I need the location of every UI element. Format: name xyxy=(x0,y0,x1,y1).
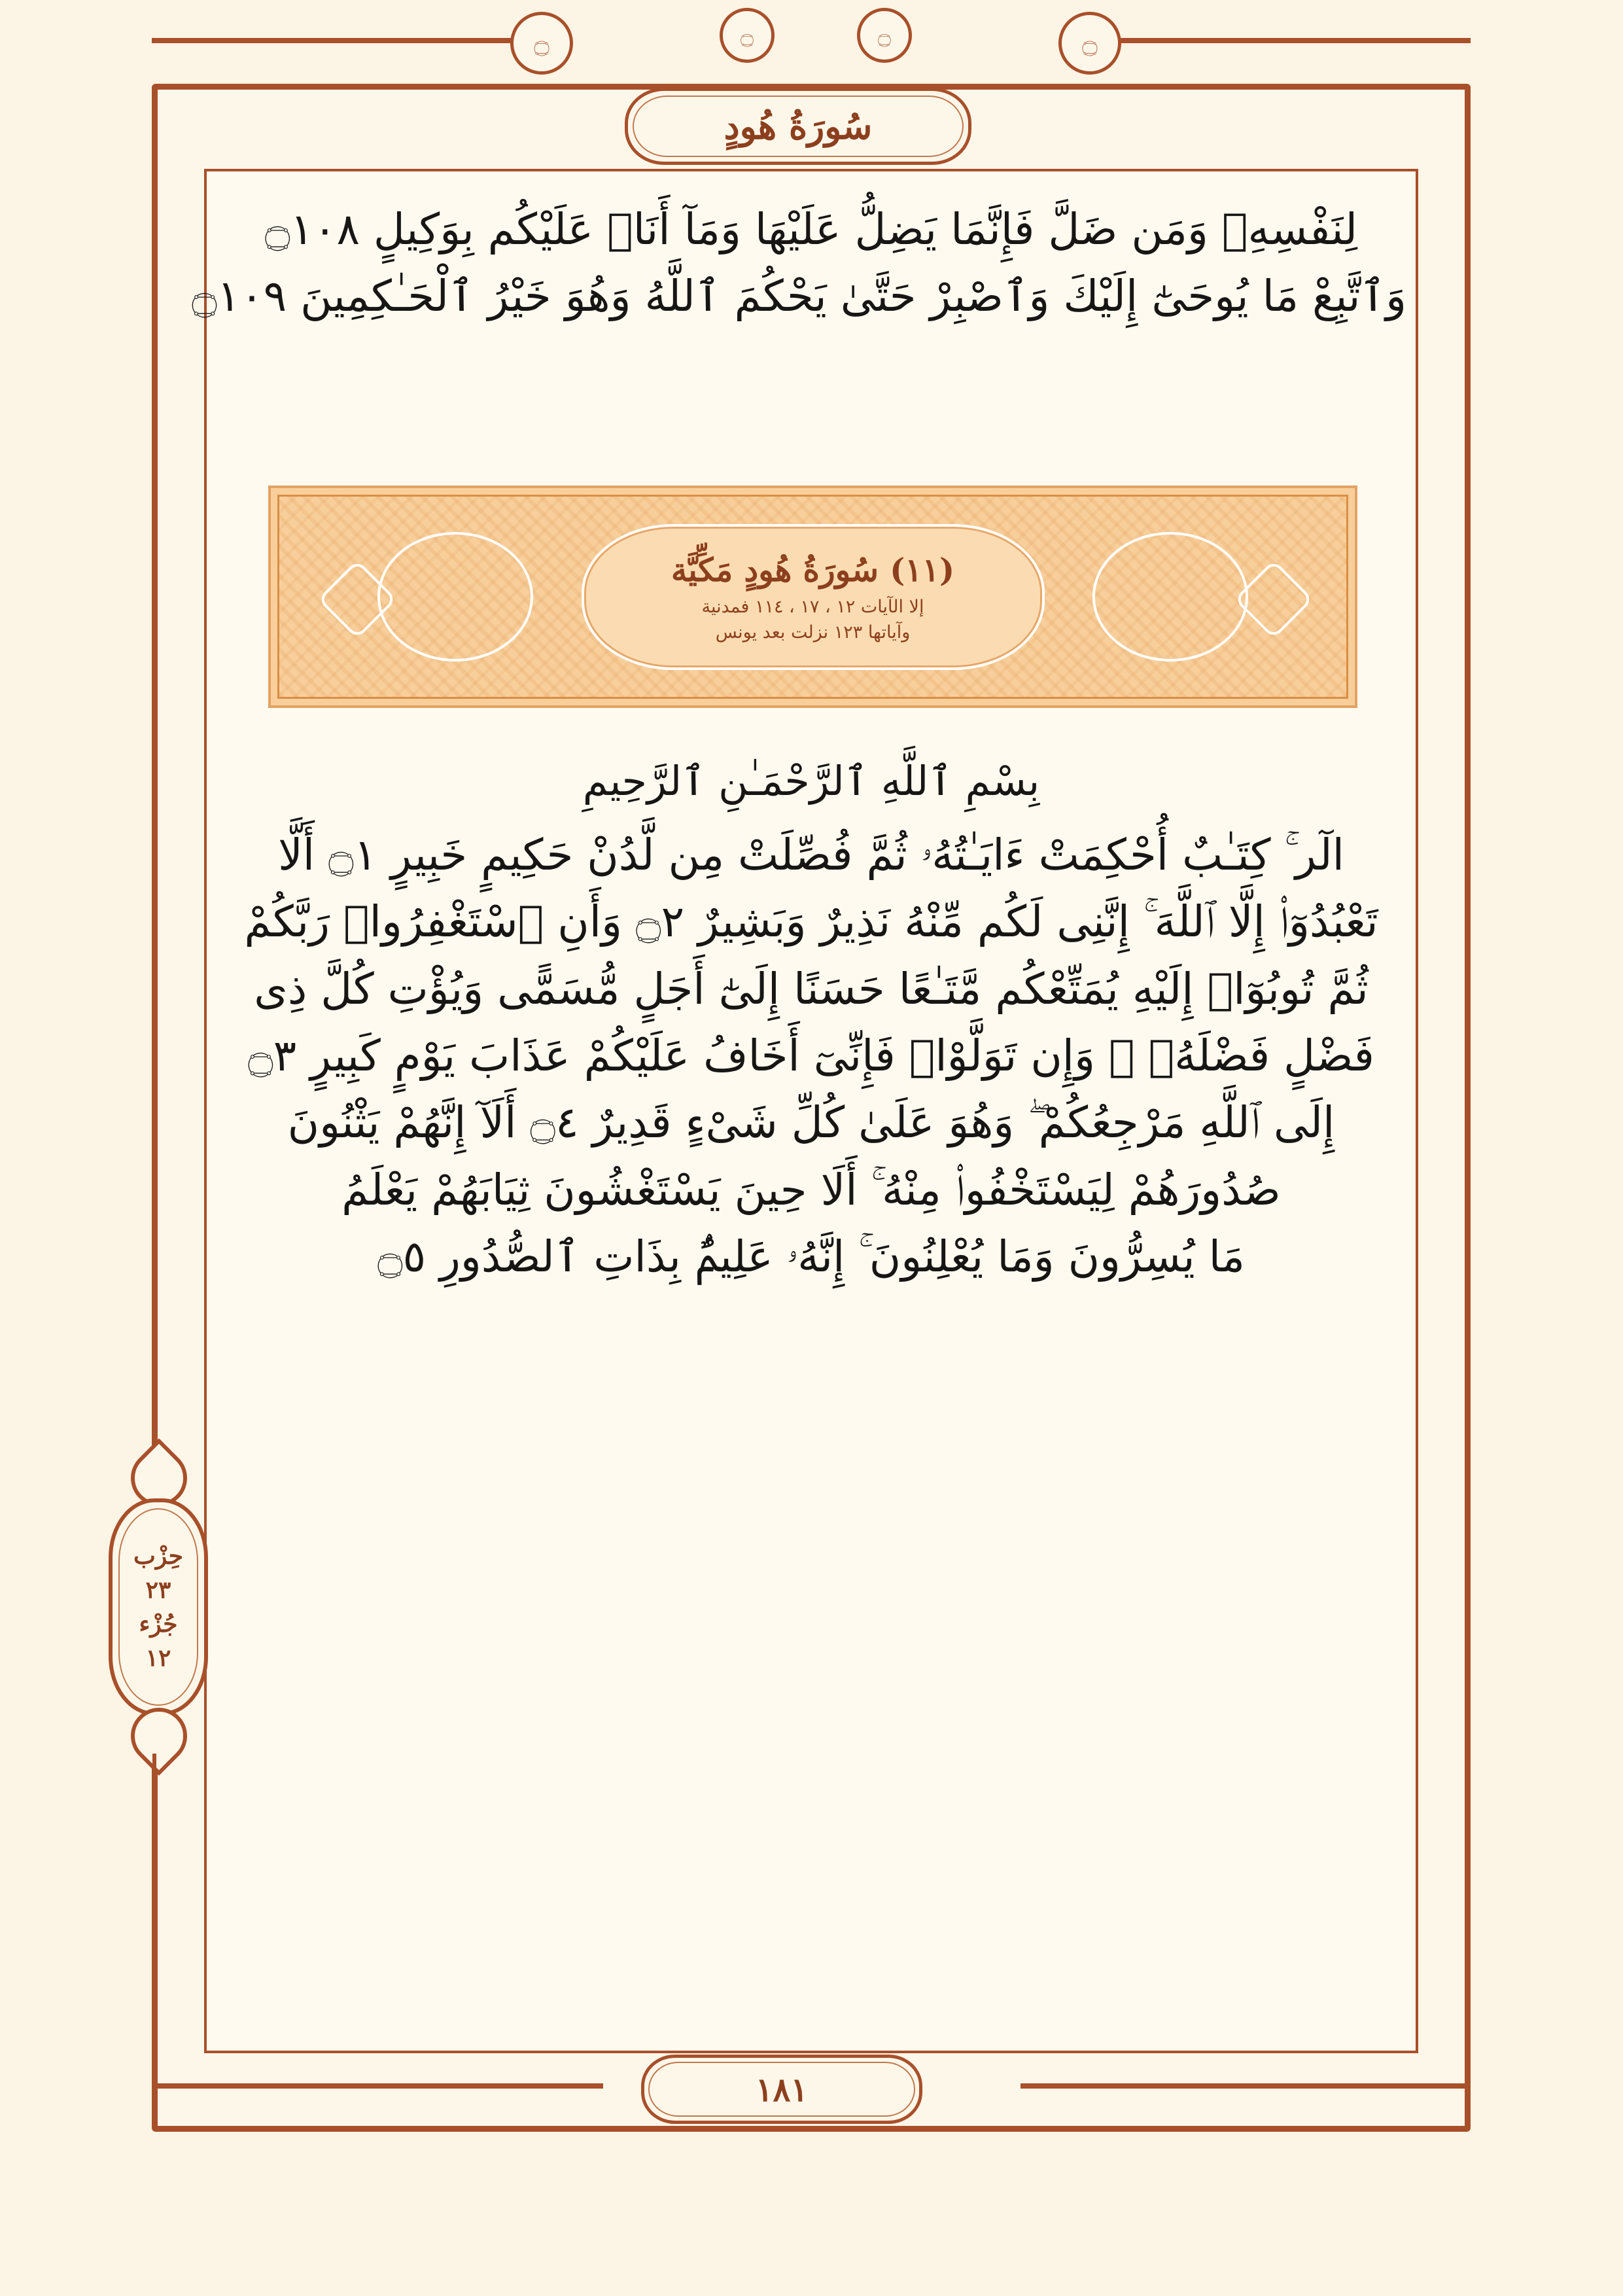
ayah-line: ثُمَّ تُوبُوٓا۟ إِلَيْهِ يُمَتِّعْكُم مَّتَـٰعًا حَسَنًا إِلَىٰٓ أَجَلٍ مُّسَمًّى وَيُؤْتِ كُلَّ ذِى xyxy=(254,963,1369,1014)
page-number-cartouche xyxy=(641,2055,922,2124)
basmala-line: بِسْمِ ٱللَّهِ ٱلرَّحْمَـٰنِ ٱلرَّحِيمِ xyxy=(582,757,1040,805)
surah-header-band xyxy=(536,85,1060,167)
header-rule-right xyxy=(1106,38,1471,43)
page-footer-band xyxy=(536,2053,1060,2129)
juz-number: ١٢ xyxy=(145,1644,171,1672)
header-left-medallion xyxy=(510,12,573,75)
page-number: ١٨١ xyxy=(755,2070,809,2109)
band-medallion-right-icon xyxy=(1222,548,1320,646)
ayah-line: إِلَى ٱللَّهِ مَرْجِعُكُمْ ۖ وَهُوَ عَلَىٰ كُلِّ شَىْءٍ قَدِيرٌ ۝٤ أَلَآ إِنَّهُمْ يَثْنُونَ xyxy=(287,1097,1335,1148)
ayah-line: صُدُورَهُمْ لِيَسْتَخْفُوا۟ مِنْهُ ۚ أَلَا حِينَ يَسْتَغْشُونَ ثِيَابَهُمْ يَعْلَمُ xyxy=(341,1164,1281,1215)
page-title: سُورَةُ هُودٍ xyxy=(724,105,873,147)
band-diamond-left xyxy=(317,559,397,639)
surah-hud-ayah-block xyxy=(216,733,1406,1290)
surah-header-cartouche xyxy=(625,88,971,165)
band-diamond-right xyxy=(1234,559,1314,639)
hizb-marker xyxy=(109,1498,208,1716)
hizb-marker-inner-rule xyxy=(118,1508,198,1706)
header-right-medallion xyxy=(1058,12,1121,75)
header-right-glyph: ۝ xyxy=(1082,28,1098,58)
hizb-label: حِزْب xyxy=(133,1542,183,1570)
surah-name-title: (١١) سُورَةُ هُودٍ مَكِّيَّة xyxy=(671,551,955,589)
footer-right-medallion: ۝ xyxy=(857,8,912,63)
surah-heading-band-inner xyxy=(277,495,1348,699)
surah-revelation-note-1: إلا الآيات ١٢ ، ١٧ ، ١١٤ فمدنية xyxy=(701,597,924,617)
header-rule-left xyxy=(152,38,518,43)
header-left-glyph: ۝ xyxy=(534,28,550,58)
surah-revelation-note-2: وآياتها ١٢٣ نزلت بعد يونس xyxy=(715,622,911,643)
juz-label: جُزْء xyxy=(139,1610,178,1638)
surah-heading-band xyxy=(268,486,1357,708)
hizb-petal-bottom-icon xyxy=(119,1696,199,1776)
page-number-cartouche-inner-rule xyxy=(648,2062,915,2117)
ayah-line: وَٱتَّبِعْ مَا يُوحَىٰٓ إِلَيْكَ وَٱصْبِرْ حَتَّىٰ يَحْكُمَ ٱللَّهُ وَهُوَ خَيْرُ ٱلْحَـٰكِمِينَ ۝١٠٩ xyxy=(192,271,1406,322)
hizb-stem-bottom xyxy=(152,1754,156,1773)
band-medallion-left-icon xyxy=(305,548,404,646)
ayah-line: لِنَفْسِهِۦ وَمَن ضَلَّ فَإِنَّمَا يَضِلُّ عَلَيْهَا وَمَآ أَنَا۠ عَلَيْكُم بِوَكِيلٍ ۝١٠٨ xyxy=(264,204,1358,255)
previous-surah-ayah-block xyxy=(192,196,1406,330)
ayah-line: فَضْلٍ فَضْلَهُۥ ۖ وَإِن تَوَلَّوْا۟ فَإِنِّىٓ أَخَافُ عَلَيْكُمْ عَذَابَ يَوْمٍ كَبِيرٍ ۝٣ xyxy=(248,1030,1374,1081)
hizb-number: ٢٣ xyxy=(145,1576,171,1604)
footer-rule-left xyxy=(152,2083,603,2089)
ayah-line: تَعْبُدُوٓا۟ إِلَّا ٱللَّهَ ۚ إِنَّنِى لَكُم مِّنْهُ نَذِيرٌ وَبَشِيرٌ ۝٢ وَأَنِ ٱسْتَغْفِرُوا۟ رَبَّكُمْ xyxy=(244,896,1378,947)
footer-left-medallion: ۝ xyxy=(720,8,775,63)
ayah-line: مَا يُسِرُّونَ وَمَا يُعْلِنُونَ ۚ إِنَّهُۥ عَلِيمٌۢ بِذَاتِ ٱلصُّدُورِ ۝٥ xyxy=(377,1231,1246,1282)
hizb-marker-ornament xyxy=(97,1433,211,1773)
surah-name-cartouche xyxy=(582,524,1045,670)
footer-rule-right xyxy=(1021,2083,1471,2089)
ayah-line: الٓر ۚ كِتَـٰبٌ أُحْكِمَتْ ءَايَـٰتُهُۥ ثُمَّ فُصِّلَتْ مِن لَّدُنْ حَكِيمٍ خَبِيرٍ ۝١ أَلَّا xyxy=(278,830,1344,881)
